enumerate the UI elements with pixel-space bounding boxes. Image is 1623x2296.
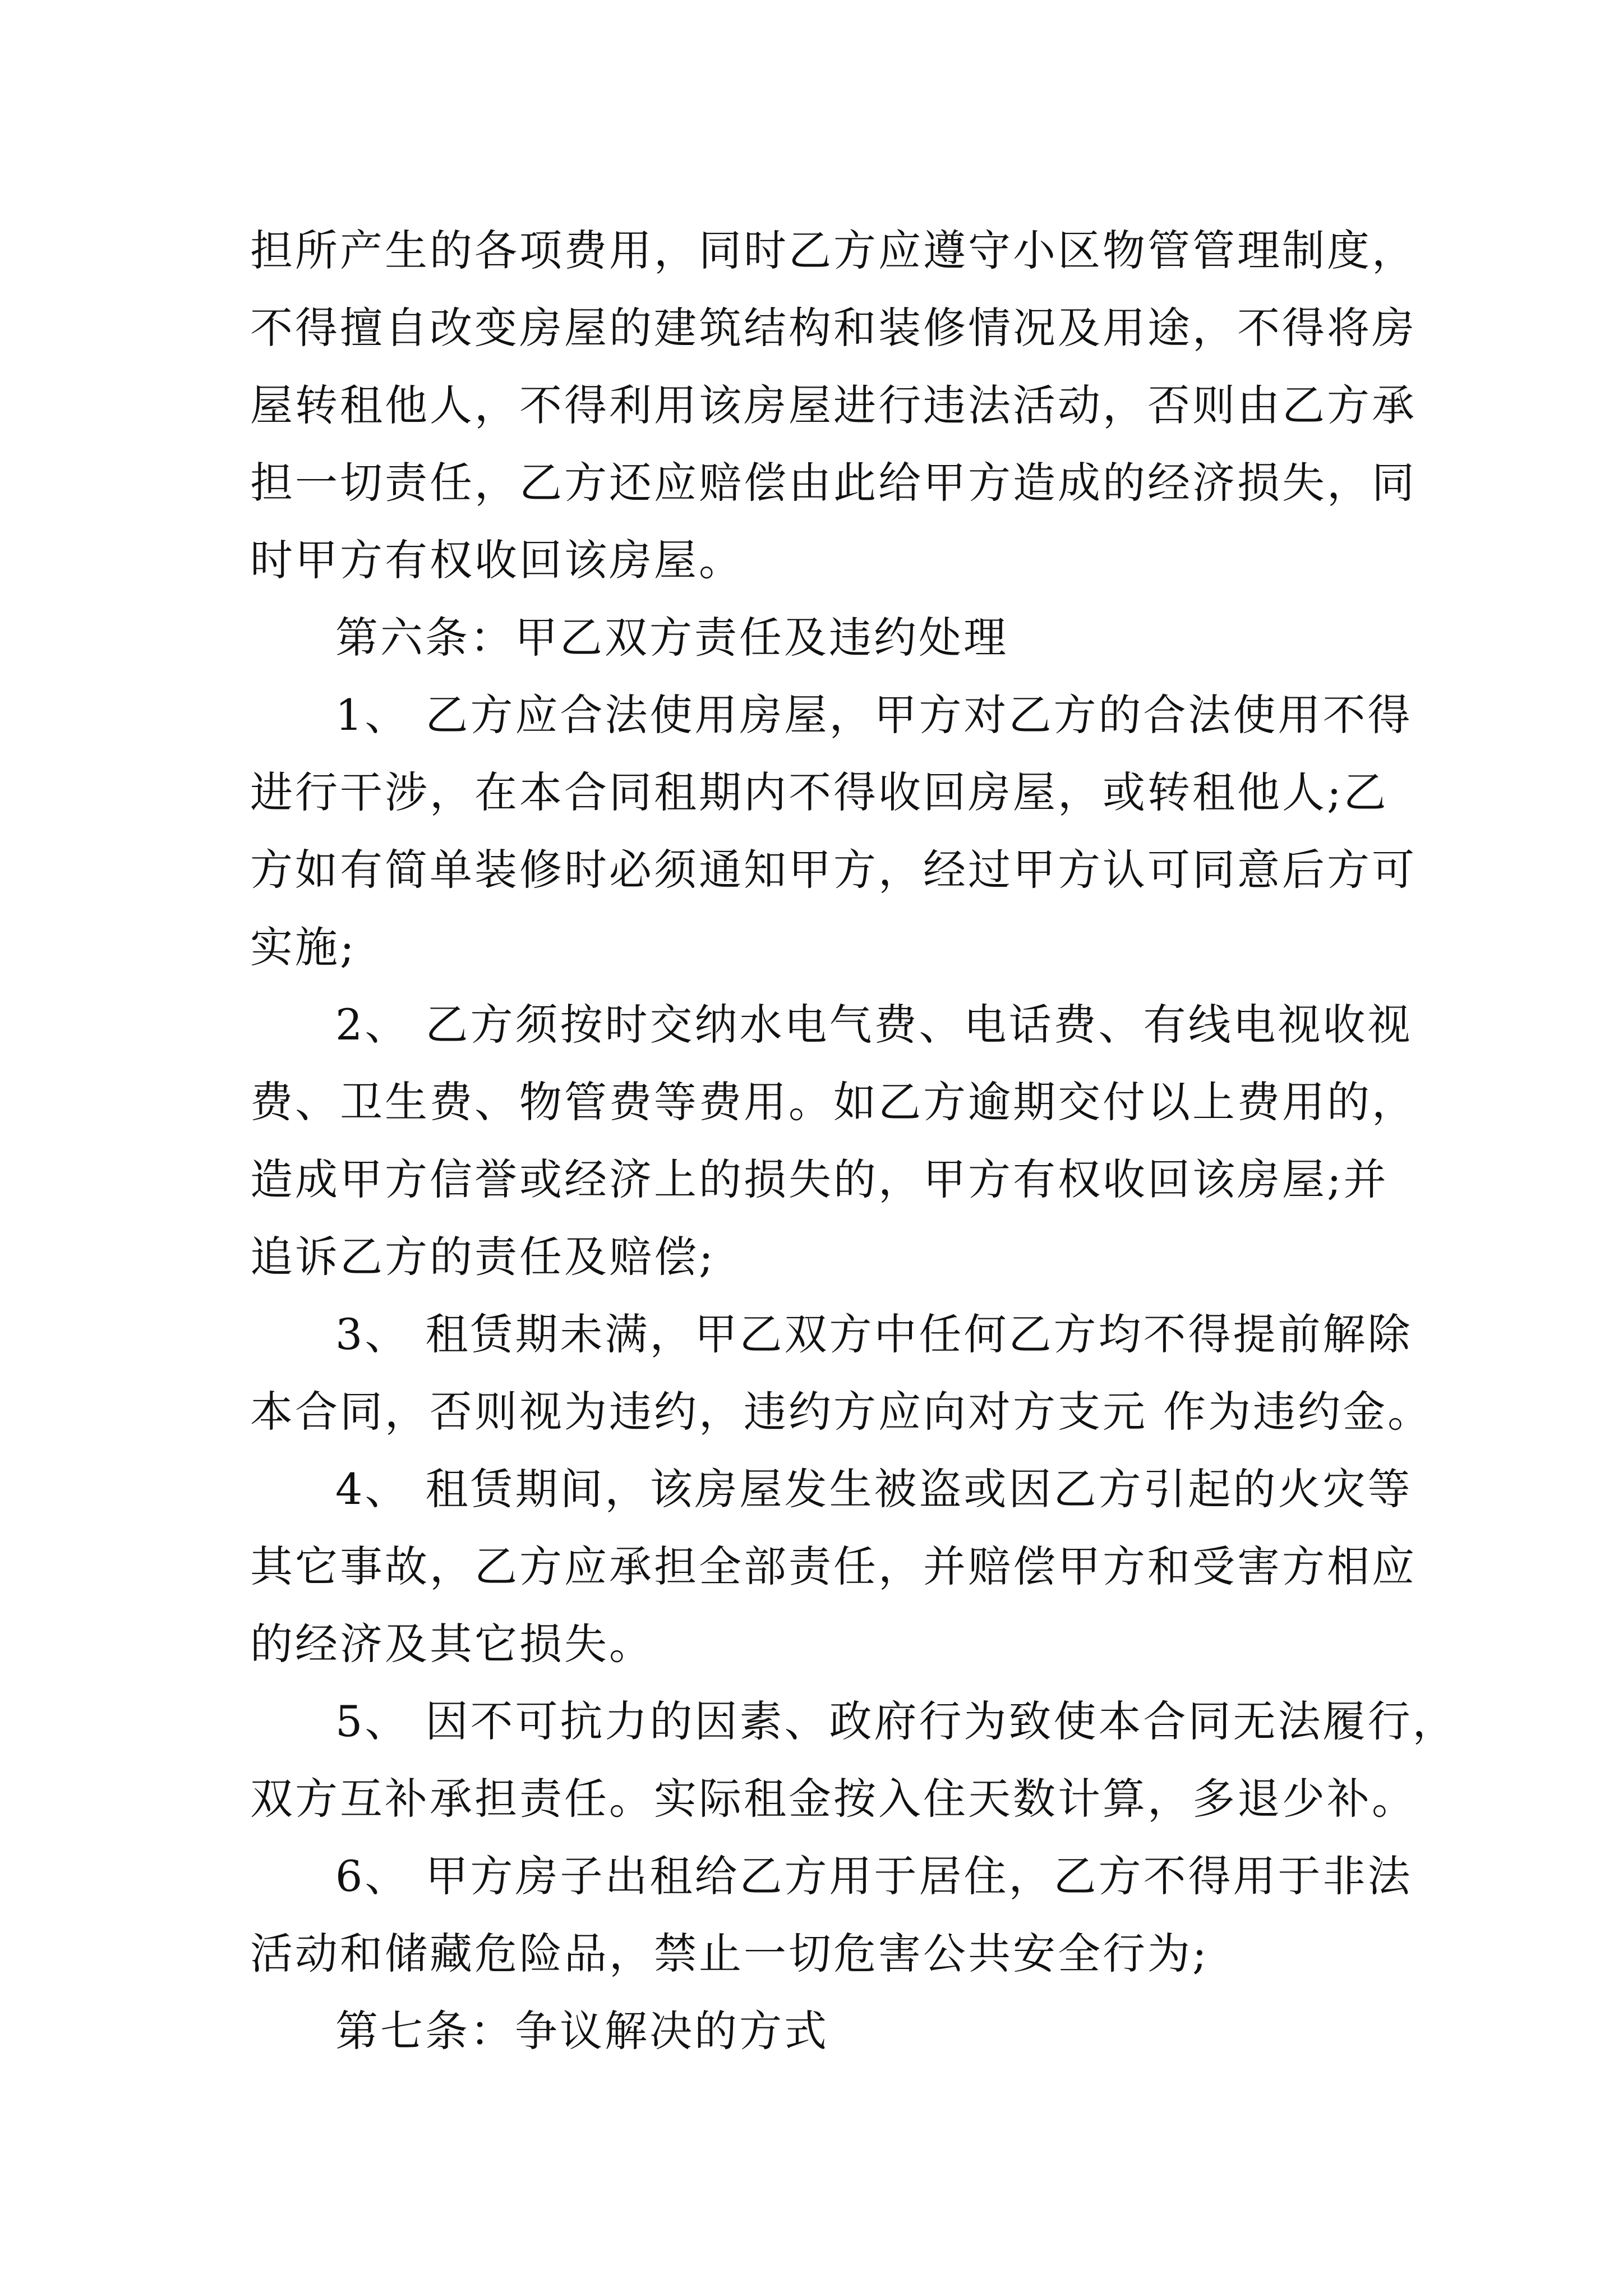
clause-2-start: 2、 乙方须按时交纳水电气费、电话费、有线电视收视 — [335, 1000, 1413, 1050]
clause-4-start: 4、 租赁期间，该房屋发生被盗或因乙方引起的火灾等 — [335, 1464, 1413, 1514]
text-line: 不得擅自改变房屋的建筑结构和装修情况及用途，不得将房 — [250, 303, 1417, 353]
contract-text — [250, 212, 1458, 2070]
text-line: 屋转租他人，不得利用该房屋进行违法活动，否则由乙方承 — [250, 380, 1417, 430]
text-line: 双方互补承担责任。实际租金按入住天数计算，多退少补。 — [250, 1774, 1417, 1824]
article-7-heading: 第七条：争议解决的方式 — [335, 2006, 829, 2056]
text-line: 方如有简单装修时必须通知甲方，经过甲方认可同意后方可 — [250, 845, 1417, 895]
text-line: 时甲方有权收回该房屋。 — [250, 535, 744, 585]
text-line: 本合同，否则视为违约，违约方应向对方支元 作为违约金。 — [250, 1387, 1433, 1437]
text-line: 其它事故，乙方应承担全部责任，并赔偿甲方和受害方相应 — [250, 1542, 1417, 1591]
article-6-heading: 第六条：甲乙双方责任及违约处理 — [335, 613, 1008, 662]
text-line: 担一切责任，乙方还应赔偿由此给甲方造成的经济损失，同 — [250, 458, 1417, 508]
clause-1-start: 1、 乙方应合法使用房屋，甲方对乙方的合法使用不得 — [335, 690, 1413, 740]
clause-5-start: 5、 因不可抗力的因素、政府行为致使本合同无法履行， — [335, 1696, 1458, 1746]
text-line: 的经济及其它损失。 — [250, 1619, 654, 1669]
clause-3-start: 3、 租赁期未满，甲乙双方中任何乙方均不得提前解除 — [335, 1309, 1413, 1359]
text-line: 造成甲方信誉或经济上的损失的，甲方有权收回该房屋;并 — [250, 1154, 1389, 1204]
text-line: 实施; — [250, 922, 357, 972]
text-line: 费、卫生费、物管费等费用。如乙方逾期交付以上费用的， — [250, 1077, 1417, 1127]
text-line: 活动和储藏危险品，禁止一切危害公共安全行为; — [250, 1929, 1209, 1978]
clause-6-start: 6、 甲方房子出租给乙方用于居住，乙方不得用于非法 — [335, 1851, 1413, 1901]
text-line: 担所产生的各项费用，同时乙方应遵守小区物管管理制度， — [250, 226, 1417, 275]
text-line: 追诉乙方的责任及赔偿; — [250, 1232, 716, 1282]
text-line: 进行干涉，在本合同租期内不得收回房屋，或转租他人;乙 — [250, 767, 1389, 817]
